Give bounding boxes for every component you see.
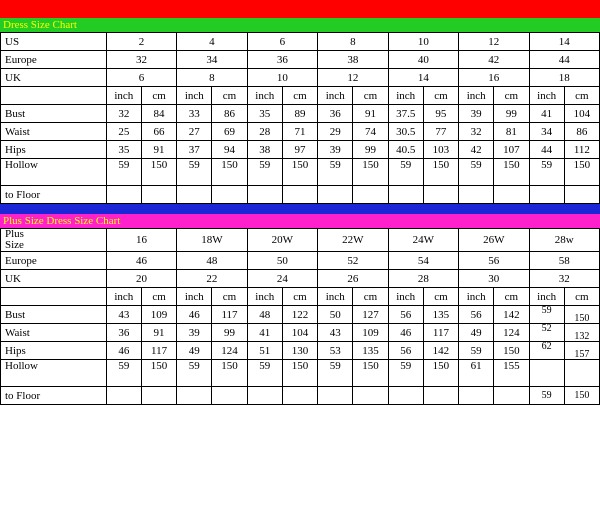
waist-plus-4: 41 bbox=[247, 324, 282, 342]
hips-plus-4: 51 bbox=[247, 342, 282, 360]
hips-10: 42 bbox=[459, 141, 494, 159]
hips-plus-9: 142 bbox=[423, 342, 458, 360]
plus-size-3: 22W bbox=[318, 229, 388, 252]
to-floor-plus-0 bbox=[106, 387, 141, 405]
to-floor-plus-8 bbox=[388, 387, 423, 405]
to-floor-8 bbox=[388, 186, 423, 204]
table-row-us bbox=[1, 33, 600, 51]
unit-5: cm bbox=[282, 87, 317, 105]
hips-7: 99 bbox=[353, 141, 388, 159]
unit-plus-8: inch bbox=[388, 288, 423, 306]
row-label-waist: Waist bbox=[1, 123, 107, 141]
row-label-plus bbox=[1, 229, 107, 252]
waist-plus-6: 43 bbox=[318, 324, 353, 342]
unit-plus-0: inch bbox=[106, 288, 141, 306]
row-label-bust-plus: Bust bbox=[1, 306, 107, 324]
plus-size-4: 24W bbox=[388, 229, 458, 252]
uk-size-5: 16 bbox=[459, 69, 529, 87]
hollow-plus-13 bbox=[564, 360, 599, 387]
to-floor-plus-6 bbox=[318, 387, 353, 405]
unit-plus-5: cm bbox=[282, 288, 317, 306]
hips-5: 97 bbox=[282, 141, 317, 159]
bust-plus-7: 127 bbox=[353, 306, 388, 324]
table-row-hips-plus bbox=[1, 342, 600, 360]
bust-5: 89 bbox=[282, 105, 317, 123]
uk-size-0: 6 bbox=[106, 69, 176, 87]
uk-size-6: 18 bbox=[529, 69, 599, 87]
row-label-europe: Europe bbox=[1, 51, 107, 69]
waist-plus-3: 99 bbox=[212, 324, 247, 342]
row-label-waist-plus: Waist bbox=[1, 324, 107, 342]
eu-plus-4: 54 bbox=[388, 252, 458, 270]
row-label-uk-plus: UK bbox=[1, 270, 107, 288]
waist-12: 34 bbox=[529, 123, 564, 141]
row-label-plus-line2: Size bbox=[5, 239, 24, 251]
to-floor-1 bbox=[141, 186, 176, 204]
bust-plus-6: 50 bbox=[318, 306, 353, 324]
eu-plus-1: 48 bbox=[177, 252, 247, 270]
unit-plus-10: inch bbox=[459, 288, 494, 306]
unit-9: cm bbox=[423, 87, 458, 105]
unit-plus-6: inch bbox=[318, 288, 353, 306]
to-floor-plus-13: 150 bbox=[564, 387, 599, 405]
unit-4: inch bbox=[247, 87, 282, 105]
eu-size-0: 32 bbox=[106, 51, 176, 69]
hollow-plus-6: 59 bbox=[318, 360, 353, 387]
hips-plus-2: 49 bbox=[177, 342, 212, 360]
hips-plus-11: 150 bbox=[494, 342, 529, 360]
us-size-0: 2 bbox=[106, 33, 176, 51]
hips-11: 107 bbox=[494, 141, 529, 159]
row-label-hollow: Hollow bbox=[1, 159, 107, 186]
hollow-plus-9: 150 bbox=[423, 360, 458, 387]
to-floor-plus-2 bbox=[177, 387, 212, 405]
table-row-europe-plus bbox=[1, 252, 600, 270]
to-floor-10 bbox=[459, 186, 494, 204]
uk-size-4: 14 bbox=[388, 69, 458, 87]
bust-plus-0: 43 bbox=[106, 306, 141, 324]
row-label-plus-line1: Plus bbox=[5, 228, 24, 240]
waist-plus-10: 49 bbox=[459, 324, 494, 342]
to-floor-3 bbox=[212, 186, 247, 204]
table-row-to-floor-plus bbox=[1, 387, 600, 405]
hollow-10: 59 bbox=[459, 159, 494, 186]
unit-7: cm bbox=[353, 87, 388, 105]
table-row-bust-plus bbox=[1, 306, 600, 324]
units-row-label bbox=[1, 87, 107, 105]
hips-plus-13: 157 bbox=[564, 346, 599, 364]
to-floor-5 bbox=[282, 186, 317, 204]
unit-plus-11: cm bbox=[494, 288, 529, 306]
hips-plus-8: 56 bbox=[388, 342, 423, 360]
plus-size-2: 20W bbox=[247, 229, 317, 252]
to-floor-plus-3 bbox=[212, 387, 247, 405]
bust-9: 95 bbox=[423, 105, 458, 123]
to-floor-6 bbox=[318, 186, 353, 204]
plus-size-chart-table bbox=[0, 228, 600, 405]
row-label-us: US bbox=[1, 33, 107, 51]
bust-6: 36 bbox=[318, 105, 353, 123]
eu-size-3: 38 bbox=[318, 51, 388, 69]
waist-0: 25 bbox=[106, 123, 141, 141]
unit-6: inch bbox=[318, 87, 353, 105]
row-label-to-floor-plus: to Floor bbox=[1, 387, 107, 405]
unit-plus-4: inch bbox=[247, 288, 282, 306]
top-red-bar bbox=[0, 0, 600, 18]
eu-plus-2: 50 bbox=[247, 252, 317, 270]
eu-plus-0: 46 bbox=[106, 252, 176, 270]
hips-0: 35 bbox=[106, 141, 141, 159]
to-floor-plus-10 bbox=[459, 387, 494, 405]
waist-plus-11: 124 bbox=[494, 324, 529, 342]
hips-plus-10: 59 bbox=[459, 342, 494, 360]
hollow-6: 59 bbox=[318, 159, 353, 186]
hollow-9: 150 bbox=[423, 159, 458, 186]
row-label-uk: UK bbox=[1, 69, 107, 87]
hips-plus-3: 124 bbox=[212, 342, 247, 360]
unit-11: cm bbox=[494, 87, 529, 105]
uk-plus-0: 20 bbox=[106, 270, 176, 288]
to-floor-plus-4 bbox=[247, 387, 282, 405]
hollow-3: 150 bbox=[212, 159, 247, 186]
waist-plus-5: 104 bbox=[282, 324, 317, 342]
table-row-uk-plus bbox=[1, 270, 600, 288]
unit-plus-2: inch bbox=[177, 288, 212, 306]
hollow-plus-1: 150 bbox=[141, 360, 176, 387]
hips-plus-5: 130 bbox=[282, 342, 317, 360]
waist-4: 28 bbox=[247, 123, 282, 141]
to-floor-plus-7 bbox=[353, 387, 388, 405]
to-floor-0 bbox=[106, 186, 141, 204]
hollow-plus-8: 59 bbox=[388, 360, 423, 387]
waist-6: 29 bbox=[318, 123, 353, 141]
uk-size-1: 8 bbox=[177, 69, 247, 87]
unit-plus-3: cm bbox=[212, 288, 247, 306]
dress-size-chart-title: Dress Size Chart bbox=[0, 18, 600, 32]
table-row-hollow bbox=[1, 159, 600, 186]
hollow-plus-4: 59 bbox=[247, 360, 282, 387]
mid-blue-bar bbox=[0, 204, 600, 214]
row-label-hollow-plus: Hollow bbox=[1, 360, 107, 387]
to-floor-plus-5 bbox=[282, 387, 317, 405]
uk-size-2: 10 bbox=[247, 69, 317, 87]
hips-plus-6: 53 bbox=[318, 342, 353, 360]
unit-10: inch bbox=[459, 87, 494, 105]
bust-1: 84 bbox=[141, 105, 176, 123]
waist-plus-8: 46 bbox=[388, 324, 423, 342]
us-size-2: 6 bbox=[247, 33, 317, 51]
hollow-0: 59 bbox=[106, 159, 141, 186]
hollow-plus-5: 150 bbox=[282, 360, 317, 387]
eu-plus-3: 52 bbox=[318, 252, 388, 270]
bust-plus-8: 56 bbox=[388, 306, 423, 324]
waist-plus-13: 132 bbox=[564, 328, 599, 346]
hips-1: 91 bbox=[141, 141, 176, 159]
hollow-plus-10: 61 bbox=[459, 360, 494, 387]
hips-8: 40.5 bbox=[388, 141, 423, 159]
plus-size-dress-size-chart-title: Plus Size Dress Size Chart bbox=[0, 214, 600, 228]
uk-plus-5: 30 bbox=[459, 270, 529, 288]
bust-plus-10: 56 bbox=[459, 306, 494, 324]
uk-size-3: 12 bbox=[318, 69, 388, 87]
to-floor-7 bbox=[353, 186, 388, 204]
us-size-4: 10 bbox=[388, 33, 458, 51]
row-label-hips: Hips bbox=[1, 141, 107, 159]
hips-plus-7: 135 bbox=[353, 342, 388, 360]
hips-3: 94 bbox=[212, 141, 247, 159]
table-row-units bbox=[1, 87, 600, 105]
hips-plus-1: 117 bbox=[141, 342, 176, 360]
bust-plus-9: 135 bbox=[423, 306, 458, 324]
hollow-7: 150 bbox=[353, 159, 388, 186]
to-floor-9 bbox=[423, 186, 458, 204]
bust-2: 33 bbox=[177, 105, 212, 123]
us-size-1: 4 bbox=[177, 33, 247, 51]
waist-plus-2: 39 bbox=[177, 324, 212, 342]
hollow-plus-12 bbox=[529, 360, 564, 387]
bust-7: 91 bbox=[353, 105, 388, 123]
unit-8: inch bbox=[388, 87, 423, 105]
hips-plus-0: 46 bbox=[106, 342, 141, 360]
bust-10: 39 bbox=[459, 105, 494, 123]
hollow-8: 59 bbox=[388, 159, 423, 186]
eu-size-4: 40 bbox=[388, 51, 458, 69]
unit-3: cm bbox=[212, 87, 247, 105]
uk-plus-4: 28 bbox=[388, 270, 458, 288]
plus-size-5: 26W bbox=[459, 229, 529, 252]
hollow-2: 59 bbox=[177, 159, 212, 186]
bust-plus-12: 59 bbox=[529, 302, 564, 320]
to-floor-2 bbox=[177, 186, 212, 204]
us-size-6: 14 bbox=[529, 33, 599, 51]
unit-1: cm bbox=[141, 87, 176, 105]
waist-plus-7: 109 bbox=[353, 324, 388, 342]
bust-plus-1: 109 bbox=[141, 306, 176, 324]
plus-size-0: 16 bbox=[106, 229, 176, 252]
bust-8: 37.5 bbox=[388, 105, 423, 123]
uk-plus-1: 22 bbox=[177, 270, 247, 288]
plus-size-6: 28w bbox=[529, 229, 599, 252]
table-row-hollow-plus bbox=[1, 360, 600, 387]
hollow-5: 150 bbox=[282, 159, 317, 186]
to-floor-4 bbox=[247, 186, 282, 204]
row-label-hips-plus: Hips bbox=[1, 342, 107, 360]
table-row-uk bbox=[1, 69, 600, 87]
bust-11: 99 bbox=[494, 105, 529, 123]
to-floor-12 bbox=[529, 186, 564, 204]
unit-plus-13: cm bbox=[564, 288, 599, 306]
hips-6: 39 bbox=[318, 141, 353, 159]
table-row-europe bbox=[1, 51, 600, 69]
table-row-bust bbox=[1, 105, 600, 123]
unit-plus-12: inch bbox=[529, 288, 564, 306]
uk-plus-6: 32 bbox=[529, 270, 599, 288]
waist-plus-1: 91 bbox=[141, 324, 176, 342]
uk-plus-3: 26 bbox=[318, 270, 388, 288]
to-floor-plus-9 bbox=[423, 387, 458, 405]
waist-2: 27 bbox=[177, 123, 212, 141]
table-row-hips bbox=[1, 141, 600, 159]
unit-0: inch bbox=[106, 87, 141, 105]
hips-12: 44 bbox=[529, 141, 564, 159]
hollow-plus-7: 150 bbox=[353, 360, 388, 387]
hollow-13: 150 bbox=[564, 159, 599, 186]
bust-plus-3: 117 bbox=[212, 306, 247, 324]
hips-9: 103 bbox=[423, 141, 458, 159]
eu-size-1: 34 bbox=[177, 51, 247, 69]
to-floor-13 bbox=[564, 186, 599, 204]
bust-3: 86 bbox=[212, 105, 247, 123]
hollow-plus-11: 155 bbox=[494, 360, 529, 387]
bust-plus-13: 150 bbox=[564, 310, 599, 328]
row-label-bust: Bust bbox=[1, 105, 107, 123]
bust-plus-11: 142 bbox=[494, 306, 529, 324]
hips-4: 38 bbox=[247, 141, 282, 159]
waist-9: 77 bbox=[423, 123, 458, 141]
eu-size-5: 42 bbox=[459, 51, 529, 69]
bust-13: 104 bbox=[564, 105, 599, 123]
waist-plus-12: 52 bbox=[529, 320, 564, 338]
row-label-europe-plus: Europe bbox=[1, 252, 107, 270]
hips-plus-12: 62 bbox=[529, 338, 564, 356]
table-row-waist-plus bbox=[1, 324, 600, 342]
hollow-4: 59 bbox=[247, 159, 282, 186]
eu-plus-5: 56 bbox=[459, 252, 529, 270]
unit-13: cm bbox=[564, 87, 599, 105]
to-floor-11 bbox=[494, 186, 529, 204]
row-label-to-floor: to Floor bbox=[1, 186, 107, 204]
to-floor-plus-11 bbox=[494, 387, 529, 405]
us-size-3: 8 bbox=[318, 33, 388, 51]
bust-plus-4: 48 bbox=[247, 306, 282, 324]
bust-plus-5: 122 bbox=[282, 306, 317, 324]
hollow-11: 150 bbox=[494, 159, 529, 186]
eu-size-2: 36 bbox=[247, 51, 317, 69]
hips-13: 112 bbox=[564, 141, 599, 159]
waist-11: 81 bbox=[494, 123, 529, 141]
unit-plus-9: cm bbox=[423, 288, 458, 306]
table-row-waist bbox=[1, 123, 600, 141]
bust-plus-2: 46 bbox=[177, 306, 212, 324]
unit-2: inch bbox=[177, 87, 212, 105]
waist-5: 71 bbox=[282, 123, 317, 141]
table-row-units-plus bbox=[1, 288, 600, 306]
hollow-plus-3: 150 bbox=[212, 360, 247, 387]
unit-plus-1: cm bbox=[141, 288, 176, 306]
eu-plus-6: 58 bbox=[529, 252, 599, 270]
unit-plus-7: cm bbox=[353, 288, 388, 306]
waist-plus-0: 36 bbox=[106, 324, 141, 342]
waist-10: 32 bbox=[459, 123, 494, 141]
waist-plus-9: 117 bbox=[423, 324, 458, 342]
waist-7: 74 bbox=[353, 123, 388, 141]
waist-3: 69 bbox=[212, 123, 247, 141]
hollow-plus-0: 59 bbox=[106, 360, 141, 387]
dress-size-chart-table bbox=[0, 32, 600, 204]
plus-size-1: 18W bbox=[177, 229, 247, 252]
us-size-5: 12 bbox=[459, 33, 529, 51]
bust-12: 41 bbox=[529, 105, 564, 123]
to-floor-plus-1 bbox=[141, 387, 176, 405]
hips-2: 37 bbox=[177, 141, 212, 159]
waist-8: 30.5 bbox=[388, 123, 423, 141]
hollow-12: 59 bbox=[529, 159, 564, 186]
waist-13: 86 bbox=[564, 123, 599, 141]
units-plus-row-label bbox=[1, 288, 107, 306]
eu-size-6: 44 bbox=[529, 51, 599, 69]
bust-0: 32 bbox=[106, 105, 141, 123]
hollow-1: 150 bbox=[141, 159, 176, 186]
to-floor-plus-12: 59 bbox=[529, 387, 564, 405]
bust-4: 35 bbox=[247, 105, 282, 123]
uk-plus-2: 24 bbox=[247, 270, 317, 288]
waist-1: 66 bbox=[141, 123, 176, 141]
table-row-to-floor bbox=[1, 186, 600, 204]
hollow-plus-2: 59 bbox=[177, 360, 212, 387]
unit-12: inch bbox=[529, 87, 564, 105]
